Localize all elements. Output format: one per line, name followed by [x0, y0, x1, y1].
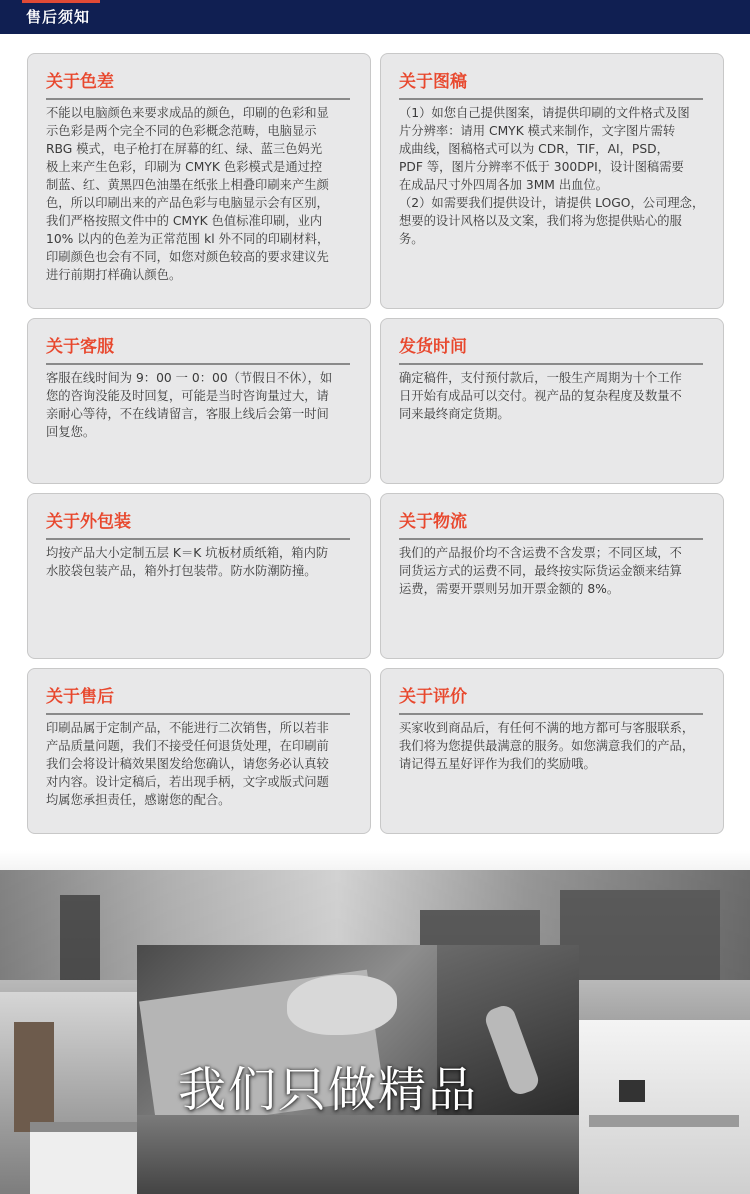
- card-header: [46, 68, 350, 100]
- card-title: 发货时间: [399, 337, 467, 357]
- card-title: 关于评价: [399, 687, 467, 707]
- card-title: 关于客服: [46, 337, 114, 357]
- card-body: 不能以电脑颜色来要求成品的颜色，印刷的色彩和显 示色彩是两个完全不同的色彩概念范畴，电脑显示 RBG 模式，电子枪打在屏幕的红、绿、蓝三色妈光 极上来产生色彩，印刷为 CMYK 色彩模式是通过控 制蓝、红、黄黑四色油墨在纸张上相叠印刷来产生颜 色，所以印刷出来的产品色彩与电脑显示会有区别， 我们严格按照文件中的 CMYK 色值标准印刷，业内 10% 以内的色差为正常范围 kl 外不同的印刷材料， 印刷颜色也会有不同，如您对颜色较高的要求建议先 进行前期打样确认颜色。: [46, 106, 330, 282]
- card-body: 我们的产品报价均不含运费不含发票；不同区域，不 同货运方式的运费不同，最终按实际货运金额来结算 运费，需要开票则另加开票金额的 8%。: [399, 546, 682, 596]
- card-body: 印刷品属于定制产品，不能进行二次销售，所以若非 产品质量问题，我们不接受任何退货处理，在印刷前 我们会将设计稿效果图发给您确认，请您务必认真较 对内容。设计定稿后，若出现手柄，文字或版式问题 均属您承担责任，感谢您的配合。: [46, 721, 329, 807]
- card-reviews: [380, 668, 724, 834]
- card-customer-service: [27, 318, 371, 484]
- card-color-difference: [27, 53, 371, 309]
- header-bar: [0, 0, 750, 34]
- card-title: 关于图稿: [399, 72, 467, 92]
- header-title: 售后须知: [26, 8, 91, 26]
- card-logistics: [380, 493, 724, 659]
- card-artwork: [380, 53, 724, 309]
- office-photo: [579, 1020, 750, 1194]
- card-header: [399, 683, 703, 715]
- card-after-sales: [27, 668, 371, 834]
- card-shipping-time: [380, 318, 724, 484]
- card-title: 关于色差: [46, 72, 114, 92]
- workshop-photo: [137, 1115, 579, 1194]
- banner-slogan: 我们只做精品: [178, 1062, 479, 1118]
- card-header: [46, 333, 350, 365]
- card-header: [46, 508, 350, 540]
- card-body: 买家收到商品后，有任何不满的地方都可与客服联系， 我们将为您提供最满意的服务。如您满意我们的产品， 请记得五星好评作为我们的奖励哦。: [399, 721, 695, 771]
- photo-collage: [0, 850, 750, 1194]
- bedroom-photo: [0, 992, 137, 1194]
- header-accent-line: [22, 0, 100, 3]
- card-body: （1）如您自己提供图案，请提供印刷的文件格式及图 片分辨率：请用 CMYK 模式来制作，文字图片需转 成曲线，图稿格式可以为 CDR，TIF，AI，PSD， PDF 等，图片分辨率不低于 300DPI，设计图稿需要 在成品尺寸外四周各加 3MM 出血位。 （2）如需要我们提供设计，请提供 LOGO，公司理念， 想要的设计风格以及文案，我们将为您提供贴心的服 务。: [399, 106, 705, 246]
- card-title: 关于物流: [399, 512, 467, 532]
- card-body: 客服在线时间为 9：00 一 0：00（节假日不休），如 您的咨询没能及时回复，可能是当时咨询量过大，请 亲耐心等待，不在线请留言，客服上线后会第一时间 回复您。: [46, 371, 333, 439]
- card-packaging: [27, 493, 371, 659]
- card-body: 均按产品大小定制五层 K＝K 坑板材质纸箱，箱内防 水胶袋包装产品，箱外打包装带。防水防潮防撞。: [46, 546, 329, 578]
- card-title: 关于售后: [46, 687, 114, 707]
- card-header: [399, 333, 703, 365]
- card-title: 关于外包装: [46, 512, 131, 532]
- card-header: [399, 508, 703, 540]
- card-header: [46, 683, 350, 715]
- card-header: [399, 68, 703, 100]
- card-body: 确定稿件，支付预付款后，一般生产周期为十个工作 日开始有成品可以交付。视产品的复杂程度及数量不 同来最终商定货期。: [399, 371, 682, 421]
